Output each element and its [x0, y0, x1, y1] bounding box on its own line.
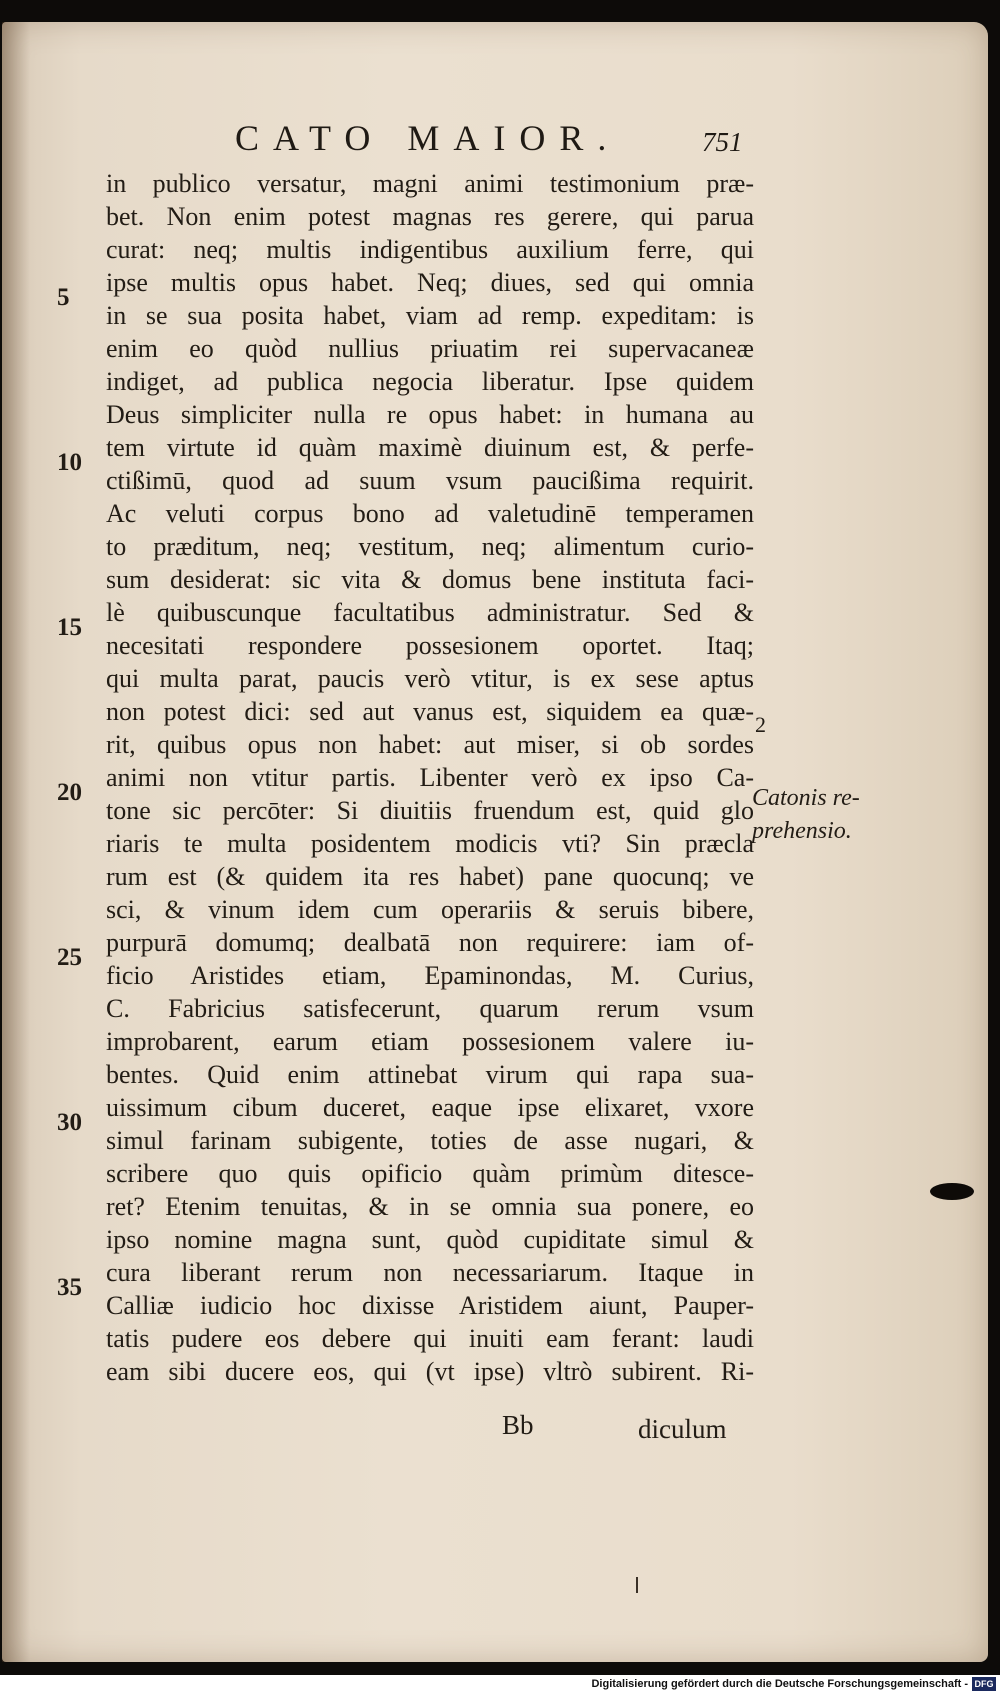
text-line: in publico versatur, magni animi testimonium præ-: [106, 169, 754, 198]
line-number: 5: [57, 284, 70, 311]
text-line: scribere quo quis opificio quàm primùm ditesce-: [106, 1159, 754, 1188]
text-line: Calliæ iudicio hoc dixisse Aristidem aiunt, Pauper-: [106, 1291, 754, 1320]
digitization-footer: [0, 1675, 1000, 1695]
line-number: 15: [57, 614, 82, 641]
line-number: 25: [57, 944, 82, 971]
text-line: rum est (& quidem ita res habet) pane quocunq; ve: [106, 862, 754, 891]
text-line: sum desiderat: sic vita & domus bene instituta faci-: [106, 565, 754, 594]
marginal-note-line: Catonis re-: [752, 785, 860, 811]
text-line: rit, quibus opus non habet: aut miser, si ob sordes: [106, 730, 754, 759]
text-line: C. Fabricius satisfecerunt, quarum rerum vsum: [106, 994, 754, 1023]
text-line: improbarent, earum etiam possesionem valere iu-: [106, 1027, 754, 1056]
text-line: lè quibuscunque facultatibus administratur. Sed &: [106, 598, 754, 627]
text-line: qui multa parat, paucis verò vtitur, is ex sese aptus: [106, 664, 754, 693]
line-number: 30: [57, 1109, 82, 1136]
text-line: simul farinam subigente, toties de asse nugari, &: [106, 1126, 754, 1155]
line-number: 35: [57, 1274, 82, 1301]
text-line: tone sic percōter: Si diuitiis fruendum est, quid glo: [106, 796, 754, 825]
stray-mark: [636, 1577, 638, 1593]
text-line: indiget, ad publica negocia liberatur. Ipse quidem: [106, 367, 754, 396]
footer-credit: Digitalisierung gefördert durch die Deutsche Forschungsgemeinschaft -: [591, 1678, 968, 1690]
text-line: ret? Etenim tenuitas, & in se omnia sua ponere, eo: [106, 1192, 754, 1221]
text-line: cura liberant rerum non necessariarum. Itaque in: [106, 1258, 754, 1287]
text-line: uissimum cibum duceret, eaque ipse elixaret, vxore: [106, 1093, 754, 1122]
marginal-note: [752, 782, 860, 848]
marginal-note-line: prehensio.: [752, 818, 852, 844]
signature-mark: Bb: [502, 1410, 534, 1440]
text-line: bet. Non enim potest magnas res gerere, qui parua: [106, 202, 754, 231]
text-line: ctißimū, quod ad suum vsum paucißima requirit.: [106, 466, 754, 495]
text-line: tem virtute id quàm maximè diuinum est, & perfe-: [106, 433, 754, 462]
line-number: 20: [57, 779, 82, 806]
text-line: purpurā domumq; dealbatā non requirere: iam of-: [106, 928, 754, 957]
ink-blot: [930, 1183, 974, 1200]
text-line: Deus simpliciter nulla re opus habet: in humana au: [106, 400, 754, 429]
body-text-block: [106, 167, 754, 1388]
line-number: 10: [57, 449, 82, 476]
text-line: sci, & vinum idem cum operariis & seruis bibere,: [106, 895, 754, 924]
text-line: Ac veluti corpus bono ad valetudinē temperamen: [106, 499, 754, 528]
text-line: riaris te multa posidentem modicis vti? Sin præcla: [106, 829, 754, 858]
text-line: ipso nomine magna sunt, quòd cupiditate simul &: [106, 1225, 754, 1254]
text-line: in se sua posita habet, viam ad remp. expeditam: is: [106, 301, 754, 330]
text-line: enim eo quòd nullius priuatim rei supervacaneæ: [106, 334, 754, 363]
page-number: 751: [702, 127, 743, 157]
text-line: tatis pudere eos debere qui inuiti eam ferant: laudi: [106, 1324, 754, 1353]
dfg-logo-icon: DFG: [972, 1677, 996, 1691]
text-line: non potest dici: sed aut vanus est, siquidem ea quæ-: [106, 697, 754, 726]
text-line: necesitati respondere possesionem oportet. Itaq;: [106, 631, 754, 660]
text-line: eam sibi ducere eos, qui (vt ipse) vltrò subirent. Ri-: [106, 1357, 754, 1386]
text-line: bentes. Quid enim attinebat virum qui rapa sua-: [106, 1060, 754, 1089]
text-line: ipse multis opus habet. Neq; diues, sed qui omnia: [106, 268, 754, 297]
catchword: diculum: [638, 1414, 727, 1444]
marginal-mark: 2: [755, 712, 766, 737]
text-line: to præditum, neq; vestitum, neq; alimentum curio-: [106, 532, 754, 561]
text-line: ficio Aristides etiam, Epaminondas, M. Curius,: [106, 961, 754, 990]
text-line: animi non vtitur partis. Libenter verò ex ipso Ca-: [106, 763, 754, 792]
text-line: curat: neq; multis indigentibus auxilium ferre, qui: [106, 235, 754, 264]
book-page: [2, 22, 988, 1662]
running-head: CATO MAIOR.: [235, 118, 621, 158]
